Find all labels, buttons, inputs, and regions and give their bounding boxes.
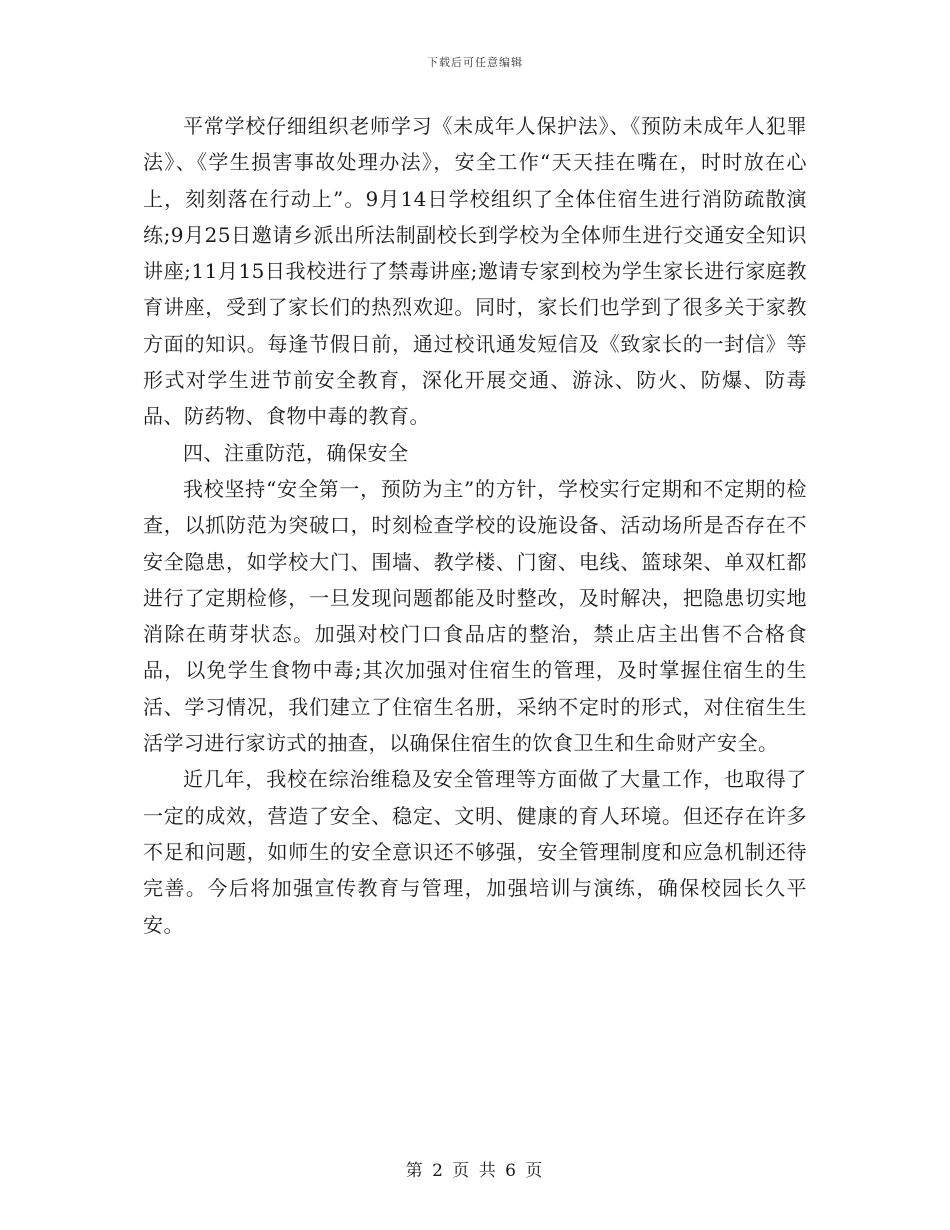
page-number: 第 2 页 共 6 页 [405,1161,545,1181]
paragraph-summary: 近几年，我校在综治维稳及安全管理等方面做了大量工作，也取得了一定的成效，营造了安全、稳定、文明、健康的育人环境。但还存在许多不足和问题，如师生的安全意识还不够强，安全管理制度和应急机制还待完善。今后将加强宣传教育与管理，加强培训与演练，确保校园长久平安。 [143,767,807,937]
paragraph-prevention-measures: 我校坚持“安全第一，预防为主”的方针，学校实行定期和不定期的检查，以抓防范为突破口，时刻检查学校的设施设备、活动场所是否存在不安全隐患，如学校大门、围墙、教学楼、门窗、电线、篮球架、单双杠都进行了定期检修，一旦发现问题都能及时整改，及时解决，把隐患切实地消除在萌芽状态。加强对校门口食品店的整治，禁止店主出售不合格食品，以免学生食物中毒;其次加强对住宿生的管理，及时掌握住宿生的生活、学习情况，我们建立了住宿生名册，采纳不定时的形式，对住宿生生活学习进行家访式的抽查，以确保住宿生的饮食卫生和生命财产安全。 [143,476,807,756]
page-header-note: 下载后可任意编辑 [427,56,523,69]
paragraph-safety-education: 平常学校仔细组织老师学习《未成年人保护法》、《预防未成年人犯罪法》、《学生损害事故处理办法》，安全工作“天天挂在嘴在，时时放在心上，刻刻落在行动上”。9月14日学校组织了全体住宿生进行消防疏散演练;9月25日邀请乡派出所法制副校长到学校为全体师生进行交通安全知识讲座;11月15日我校进行了禁毒讲座;邀请专家到校为学生家长进行家庭教育讲座，受到了家长们的热烈欢迎。同时，家长们也学到了很多关于家教方面的知识。每逢节假日前，通过校讯通发短信及《致家长的一封信》等形式对学生进节前安全教育，深化开展交通、游泳、防火、防爆、防毒品、防药物、食物中毒的教育。 [143,114,807,429]
section-heading-prevention: 四、注重防范，确保安全 [183,440,409,465]
document-body [143,108,807,943]
